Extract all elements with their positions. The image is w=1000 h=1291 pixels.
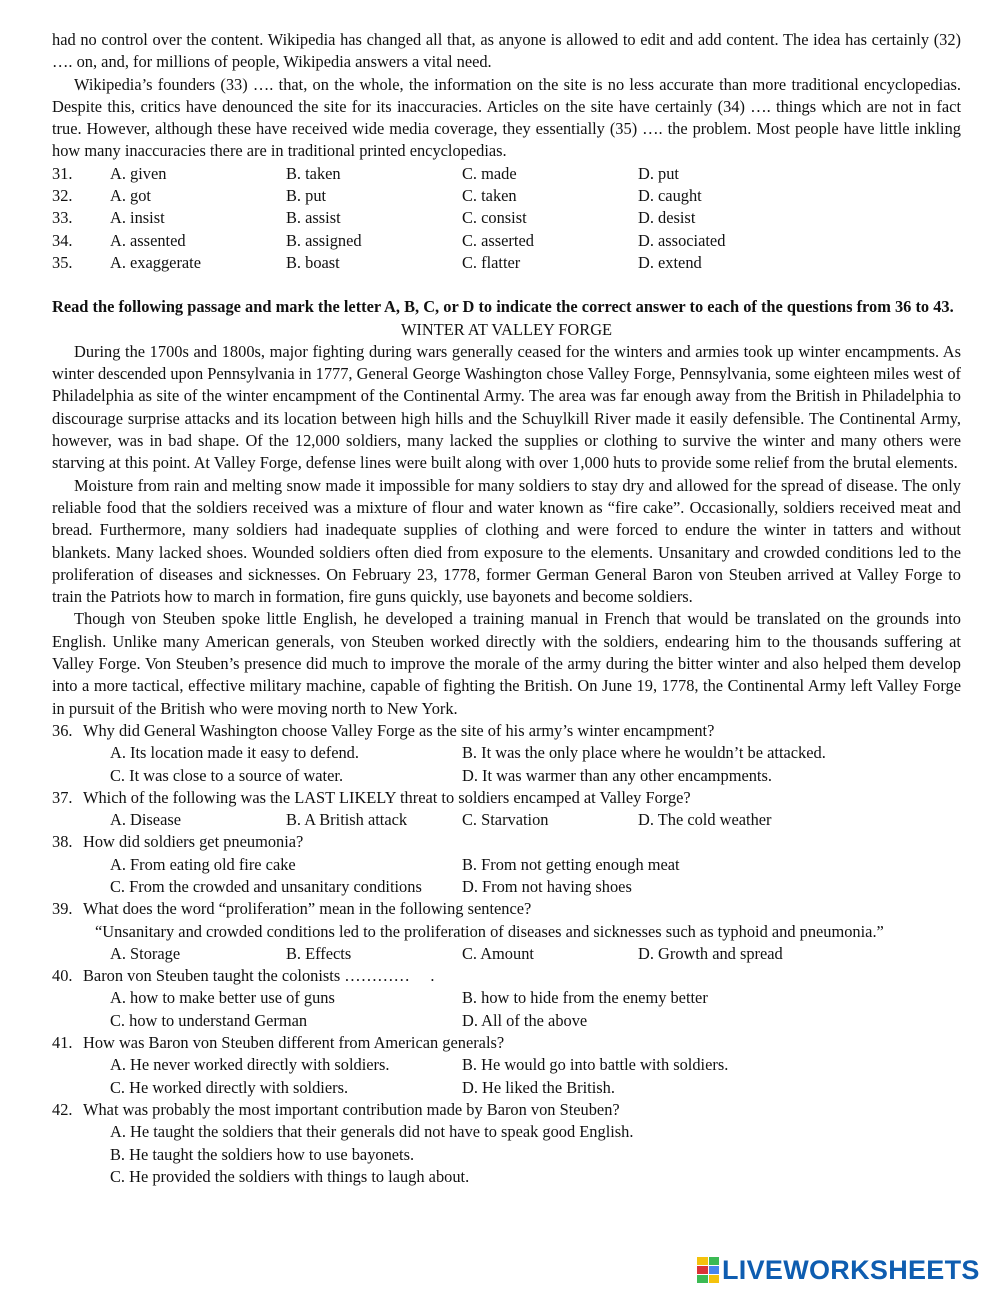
option-b[interactable]: B. He would go into battle with soldiers. [462, 1055, 729, 1075]
option-d[interactable]: D. associated [638, 230, 726, 250]
passage-title: WINTER AT VALLEY FORGE [400, 319, 613, 339]
logo-text: LIVEWORKSHEETS [722, 1254, 980, 1285]
option-d[interactable]: D. extend [638, 252, 702, 272]
cloze-row-33 [52, 207, 961, 229]
question-text: How did soldiers get pneumonia? [83, 832, 304, 852]
option-d[interactable]: D. put [638, 163, 679, 183]
question-text: What does the word “proliferation” mean in the following sentence? [83, 899, 532, 919]
cloze-row-31 [52, 163, 961, 185]
question-number: 42. [52, 1099, 73, 1119]
option-a[interactable]: A. Disease [110, 810, 182, 830]
answer-row [52, 742, 961, 764]
option-b[interactable]: B. boast [286, 252, 340, 272]
passage1-paragraph2: Wikipedia’s founders (33) …. that, on the whole, the information on the site is no less accurate than more traditional encyclopedias. Despite this, critics have denounced the site for its inaccuracies. Articles on the site have certainly (34) …. things which are not in fact true. However, although these have received wide media coverage, they essentially (35) …. the problem. Most people have little inkling how many inaccuracies there are in traditional printed encyclopedias. [52, 74, 961, 161]
option-c[interactable]: C. how to understand German [110, 1010, 308, 1030]
option-c[interactable]: C. He provided the soldiers with things to laugh about. [110, 1166, 470, 1186]
question-number: 37. [52, 787, 73, 807]
answer-row [52, 876, 961, 898]
option-b[interactable]: B. how to hide from the enemy better [462, 988, 708, 1008]
option-b[interactable]: B. A British attack [286, 810, 408, 830]
option-a[interactable]: A. From eating old fire cake [110, 854, 296, 874]
question-number: 40. [52, 966, 73, 986]
option-b[interactable]: B. It was the only place where he wouldn’t be attacked. [462, 743, 826, 763]
answer-row [52, 809, 961, 831]
question-text: Why did General Washington choose Valley Forge as the site of his army’s winter encampment? [83, 720, 715, 740]
question-41 [52, 1032, 961, 1054]
option-c[interactable]: C. From the crowded and unsanitary conditions [110, 876, 422, 896]
option-c[interactable]: C. He worked directly with soldiers. [110, 1077, 349, 1097]
option-c[interactable]: C. Amount [462, 943, 534, 963]
quoted-sentence: “Unsanitary and crowded conditions led to the proliferation of diseases and sicknesses such as typhoid and pneumonia.” [95, 921, 884, 941]
option-c[interactable]: C. Starvation [462, 810, 549, 830]
option-d[interactable]: D. caught [638, 186, 702, 206]
question-text: Which of the following was the LAST LIKELY threat to soldiers encamped at Valley Forge? [83, 787, 691, 807]
question-number: 38. [52, 832, 73, 852]
answer-row [52, 943, 961, 965]
option-a[interactable]: A. Storage [110, 943, 181, 963]
option-c[interactable]: C. It was close to a source of water. [110, 765, 344, 785]
option-b[interactable]: B. put [286, 186, 327, 206]
question-36 [52, 720, 961, 742]
question-42 [52, 1099, 961, 1121]
question-text: How was Baron von Steuben different from American generals? [83, 1033, 505, 1053]
question-number: 32. [52, 186, 73, 206]
option-a[interactable]: A. insist [110, 208, 165, 228]
question-number: 33. [52, 208, 73, 228]
option-b[interactable]: B. Effects [286, 943, 352, 963]
option-b[interactable]: B. assigned [286, 230, 362, 250]
logo-grid-icon [697, 1257, 719, 1283]
worksheet-page [52, 29, 961, 1188]
option-d[interactable]: D. It was warmer than any other encampments. [462, 765, 772, 785]
question-number: 34. [52, 230, 73, 250]
option-c[interactable]: C. made [462, 163, 517, 183]
reading-paragraph2: Moisture from rain and melting snow made it impossible for many soldiers to stay dry and allowed for the spread of disease. The only reliable food that the soldiers received was a mixture of flour and water known as “fire cake”. Occasionally, soldiers received meat and bread. Furthermore, many soldiers had inadequate supplies of clothing and were forced to endure the winter in tatters and without blankets. Many lacked shoes. Wounded soldiers often died from exposure to the elements. Unsanitary and crowded conditions led to the proliferation of diseases and sicknesses. On February 23, 1778, former German General Baron von Steuben arrived at Valley Forge to train the Patriots how to march in formation, fire guns quickly, use bayonets and become soldiers. [52, 475, 961, 607]
option-c[interactable]: C. asserted [462, 230, 534, 250]
option-d[interactable]: D. All of the above [462, 1010, 588, 1030]
option-c[interactable]: C. consist [462, 208, 527, 228]
question-text: Baron von Steuben taught the colonists ………… . [83, 966, 435, 986]
liveworksheets-logo[interactable] [697, 1254, 980, 1285]
reading-instruction: Read the following passage and mark the letter A, B, C, or D to indicate the correct answer to each of the questions from 36 to 43. [52, 297, 954, 317]
answer-row [52, 987, 961, 1009]
cloze-row-34 [52, 230, 961, 252]
passage1-paragraph1: had no control over the content. Wikipedia has changed all that, as anyone is allowed to edit and add content. The idea has certainly (32) …. on, and, for millions of people, Wikipedia answers a vital need. [52, 30, 961, 72]
question-number: 36. [52, 720, 73, 740]
option-a[interactable]: A. given [110, 163, 167, 183]
option-d[interactable]: D. He liked the British. [462, 1077, 615, 1097]
question-39 [52, 898, 961, 920]
option-a[interactable]: A. He never worked directly with soldiers. [110, 1055, 390, 1075]
option-b[interactable]: B. assist [286, 208, 341, 228]
option-d[interactable]: D. Growth and spread [638, 943, 783, 963]
question-text: What was probably the most important contribution made by Baron von Steuben? [83, 1099, 620, 1119]
option-c[interactable]: C. taken [462, 186, 517, 206]
answer-row [52, 1010, 961, 1032]
answer-row [52, 765, 961, 787]
option-a[interactable]: A. got [110, 186, 151, 206]
option-d[interactable]: D. From not having shoes [462, 876, 632, 896]
answer-row [52, 1077, 961, 1099]
option-d[interactable]: D. The cold weather [638, 810, 772, 830]
option-a[interactable]: A. assented [110, 230, 186, 250]
option-c[interactable]: C. flatter [462, 252, 521, 272]
option-a[interactable]: A. He taught the soldiers that their generals did not have to speak good English. [110, 1122, 634, 1142]
cloze-row-32 [52, 185, 961, 207]
option-a[interactable]: A. exaggerate [110, 252, 202, 272]
question-number: 39. [52, 899, 73, 919]
question-number: 41. [52, 1033, 73, 1053]
option-a[interactable]: A. how to make better use of guns [110, 988, 335, 1008]
option-d[interactable]: D. desist [638, 208, 696, 228]
cloze-row-35 [52, 252, 961, 274]
question-37 [52, 787, 961, 809]
question-40 [52, 965, 961, 987]
option-b[interactable]: B. taken [286, 163, 341, 183]
cloze-options [52, 163, 961, 274]
option-b[interactable]: B. From not getting enough meat [462, 854, 680, 874]
answer-row [52, 854, 961, 876]
answer-row [52, 1054, 961, 1076]
reading-paragraph3: Though von Steuben spoke little English, he developed a training manual in French that would be translated on the grounds into English. Unlike many American generals, von Steuben worked directly with the soldiers, endearing him to the thousands suffering at Valley Forge. Von Steuben’s presence did much to improve the morale of the army during the bitter winter and also helped them develop into a more tactical, effective military machine, capable of fighting the British. On June 19, 1778, the Continental Army left Valley Forge in pursuit of the British who were moving north to New York. [52, 609, 961, 718]
option-a[interactable]: A. Its location made it easy to defend. [110, 743, 359, 763]
question-number: 35. [52, 252, 73, 272]
question-number: 31. [52, 163, 73, 183]
question-38 [52, 831, 961, 853]
option-b[interactable]: B. He taught the soldiers how to use bayonets. [110, 1144, 415, 1164]
reading-paragraph1: During the 1700s and 1800s, major fighting during wars generally ceased for the winters and armies took up winter encampments. As winter descended upon Pennsylvania in 1777, General George Washington chose Valley Forge, Pennsylvania, some eighteen miles west of Philadelphia as site of the winter encampment of the Continental Army. The area was far enough away from the British in Philadelphia to discourage surprise attacks and its location between high hills and the Schuylkill River made it easily defensible. The Continental Army, however, was in bad shape. Of the 12,000 soldiers, many lacked the supplies or clothing to survive the winter and many others were starving at this point. At Valley Forge, defense lines were built along with over 1,000 huts to provide some relief from the brutal elements. [52, 341, 961, 473]
